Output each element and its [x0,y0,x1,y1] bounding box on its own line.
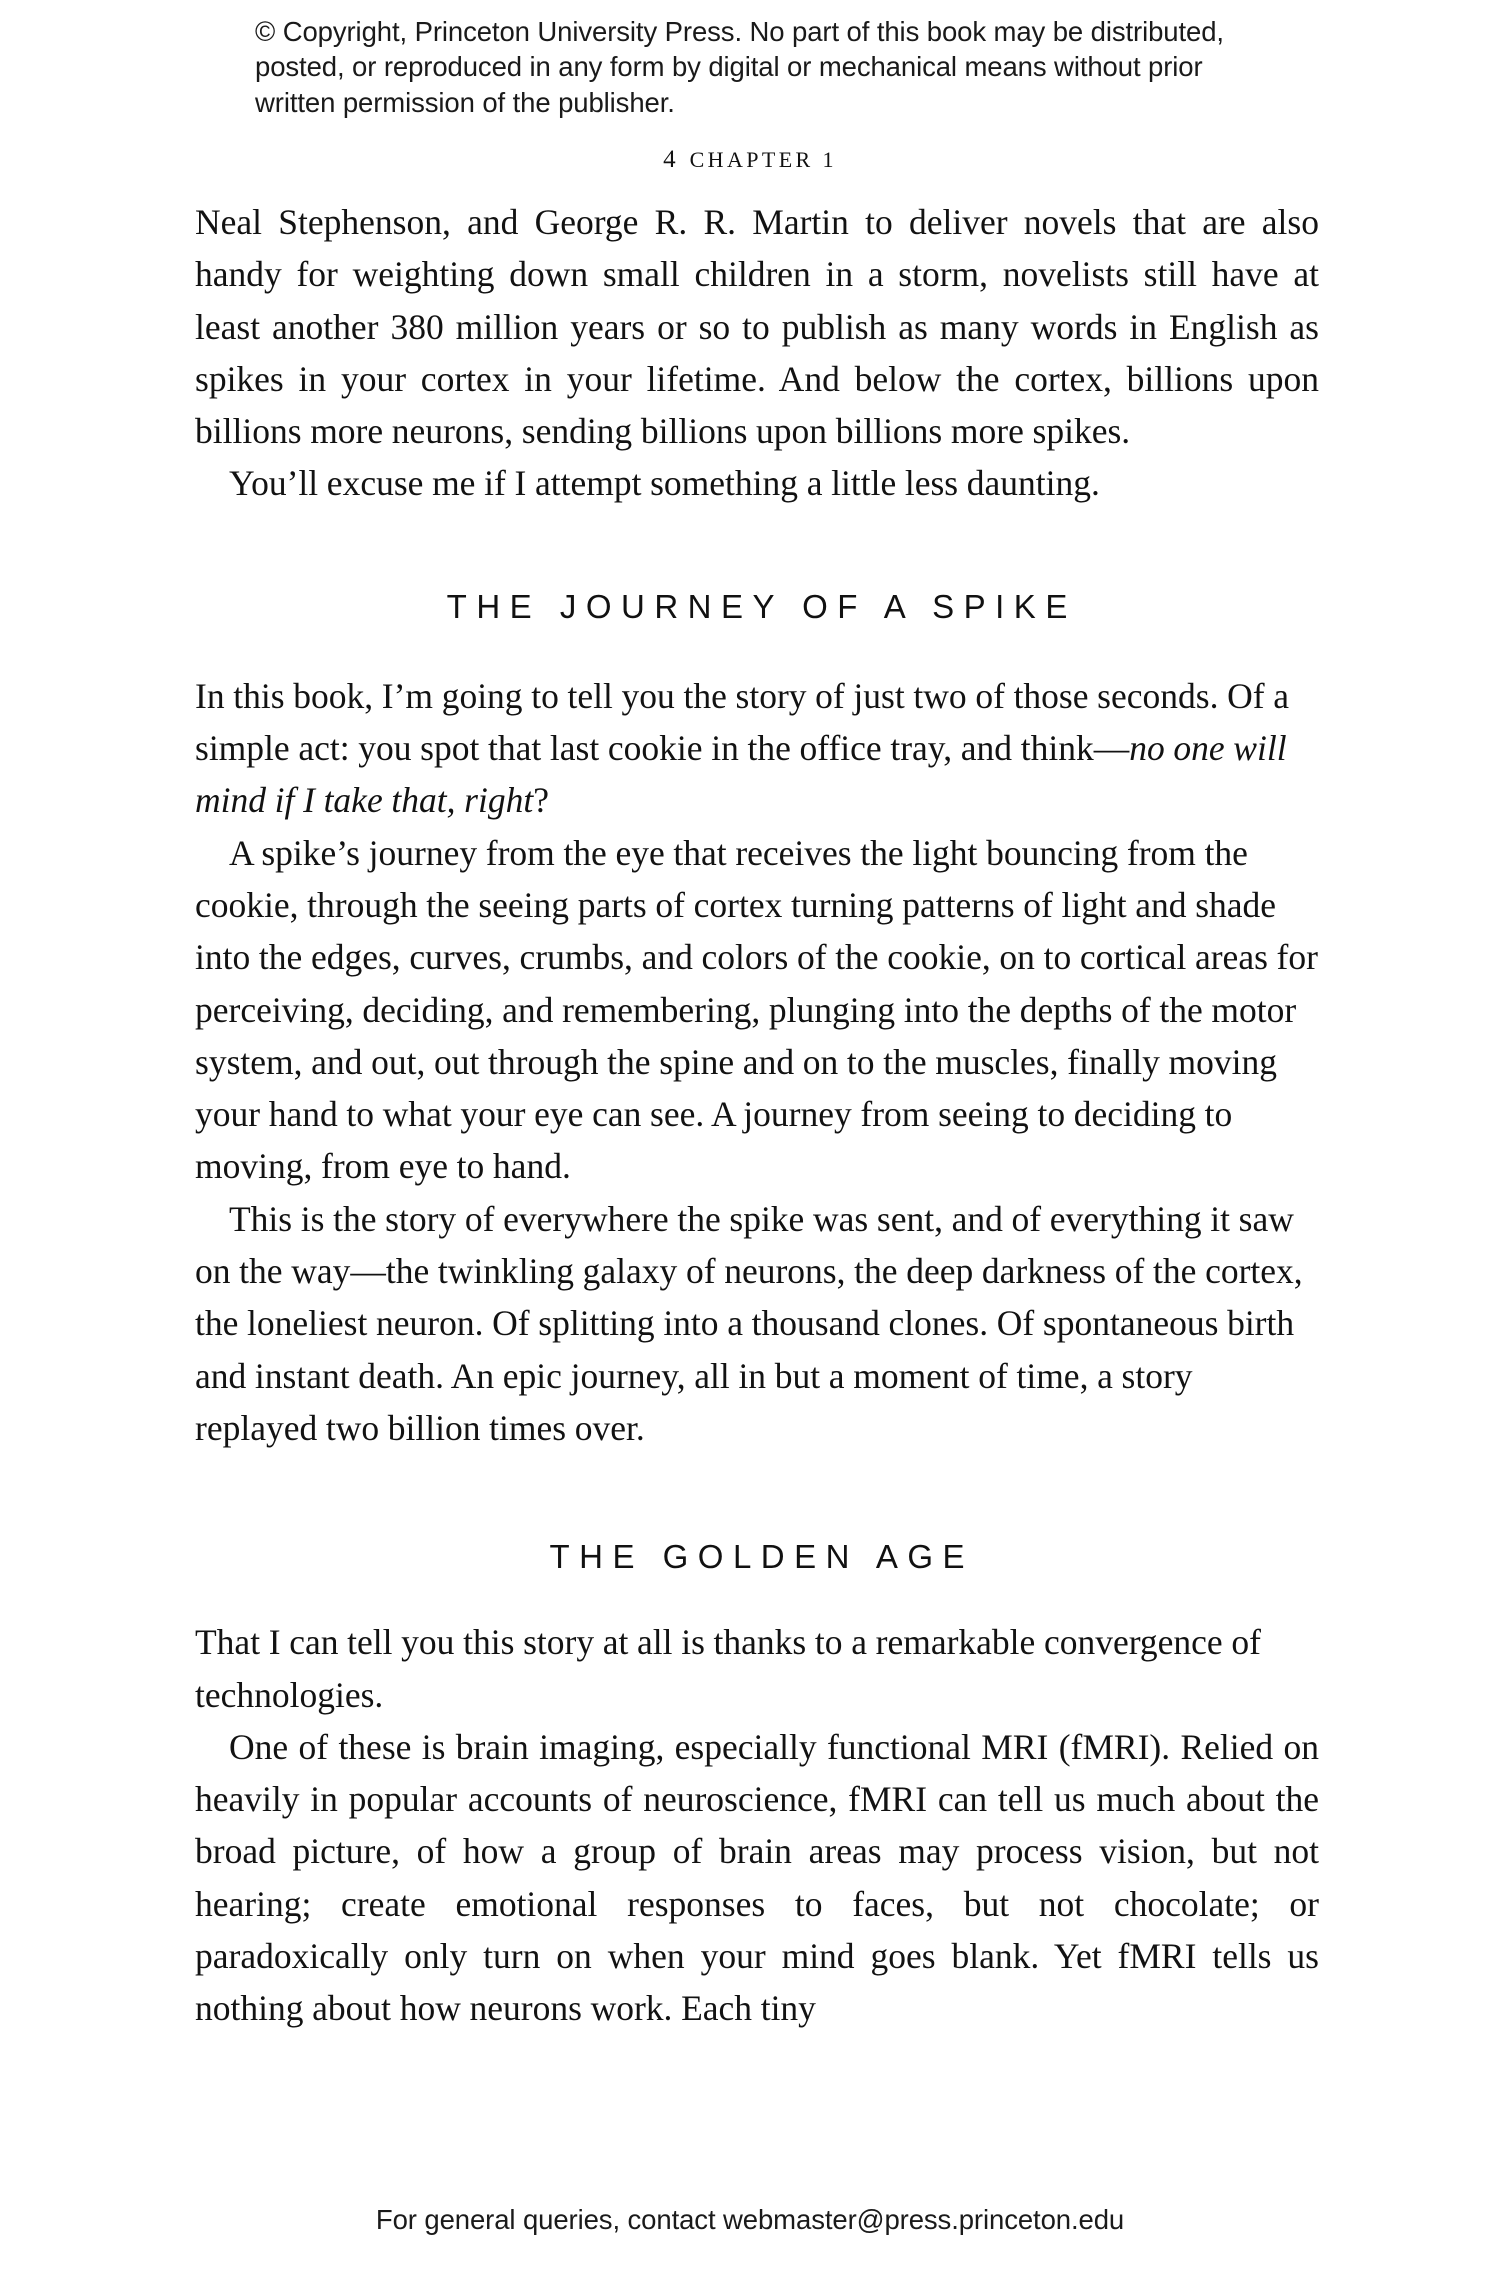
general-queries-notice: For general queries, contact webmaster@press.princeton.edu [375,2204,1125,2235]
spacer [195,510,1319,588]
paragraph-this-is-the-story: This is the story of everywhere the spike was sent, and of everything it saw on the way—the twinkling galaxy of neurons, the deep darkness of the cortex, the loneliest neuron. Of splitting into a thousand clones. Of spontaneous birth and instant death. An epic journey, all in but a moment of time, a story replayed two billion times over. [195,1198,1303,1448]
spacer [195,1454,1319,1538]
paragraph-in-this-book [195,670,1319,827]
paragraph-brain-imaging: One of these is brain imaging, especially functional MRI (fMRI). Relied on heavily in popular accounts of neuroscience, fMRI can tell us much about the broad picture, of how a group of brain areas may process vision, but not hearing; create emotional responses to faces, but not chocolate; or paradoxically only turn on when your mind goes blank. Yet fMRI tells us nothing about how neurons work. Each tiny [195,1726,1319,2029]
page-number: 4 [663,146,676,173]
paragraph-text-run: ? [533,780,549,821]
spacer [195,626,1319,670]
copyright-notice: © Copyright, Princeton University Press. No part of this book may be distributed, posted, or reproduced in any form by digital or mechanical means without prior written permission of the publisher. [255,16,1224,118]
paragraph-spikes-journey: A spike’s journey from the eye that receives the light bouncing from the cookie, through the seeing parts of cortex turning patterns of light and shade into the edges, curves, crumbs, and colors of the cookie, on to cortical areas for perceiving, deciding, and remembering, plunging into the depths of the motor system, and out, out through the spine and on to the muscles, finally moving your hand to what your eye can see. A journey from seeing to deciding to moving, from eye to hand. [195,832,1318,1187]
paragraph-text-run: In this book, I’m going to tell you the story of just two of those seconds. Of a simple act: you spot that last cookie in the office tray, and think— [195,675,1290,769]
running-head [0,146,1500,174]
paragraph-convergence-of-technologies: That I can tell you this story at all is thanks to a remarkable convergence of technologies. [195,1622,1261,1715]
text-column [195,196,1319,2035]
spacer [195,1576,1319,1616]
section-heading-golden-age: THE GOLDEN AGE [549,1538,975,1576]
chapter-label: CHAPTER 1 [689,147,837,172]
paragraph-excuse-me: You’ll excuse me if I attempt something a little less daunting. [229,463,1100,504]
paragraph-continued: Neal Stephenson, and George R. R. Martin to deliver novels that are also handy for weighting down small children in a storm, novelists still have at least another 380 million years or so to publish as many words in English as spikes in your cortex in your lifetime. And below the cortex, billions upon billions more neurons, sending billions upon billions more spikes. [195,202,1319,452]
section-heading-journey-of-a-spike: THE JOURNEY OF A SPIKE [446,587,1077,625]
italic-phrase: no one will mind if I take that, right [195,728,1287,821]
